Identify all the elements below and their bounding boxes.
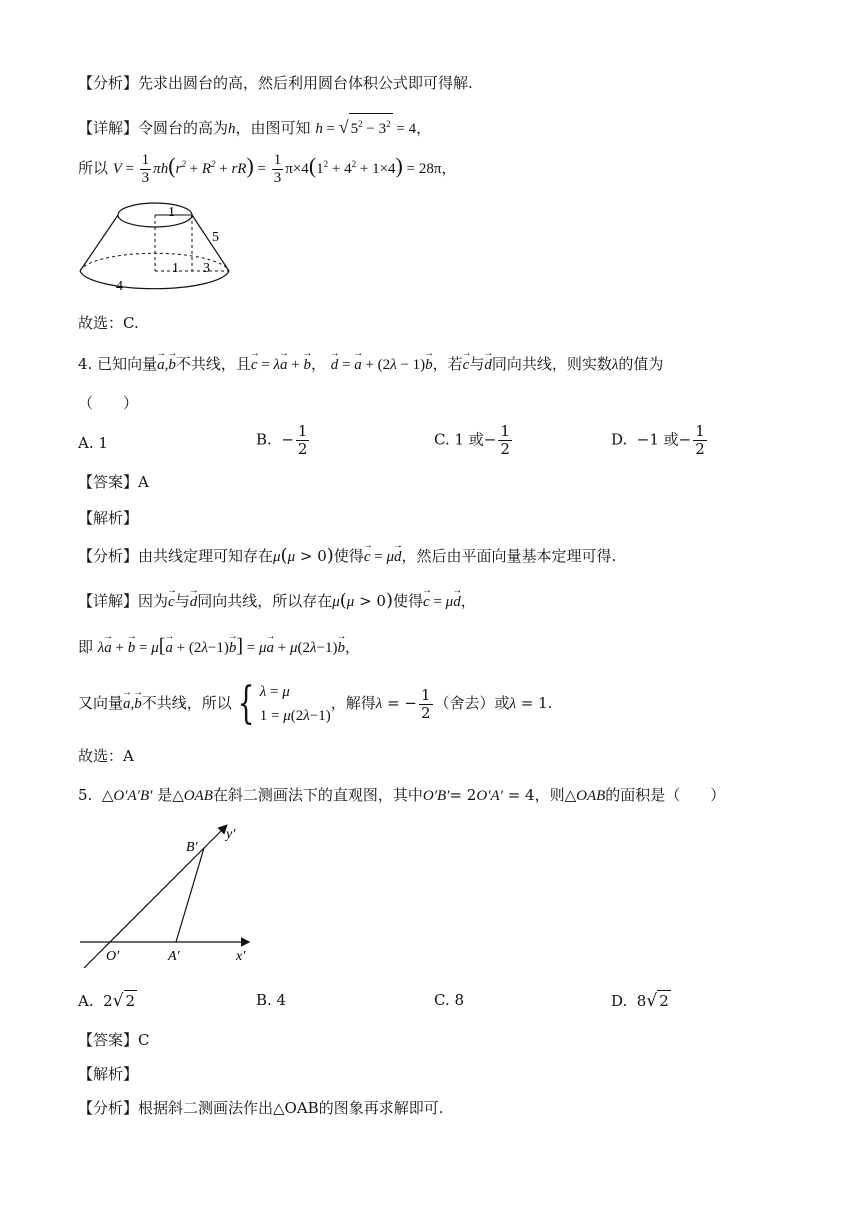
q4-option-c: C. 1 或− $\frac{1}{2}$ (434, 422, 510, 458)
q3-volume-line: 所以 V = $\frac{1}{3}$ $\pi h(r^2 + R^2 + rR)$ = $\frac{1}{3}$ $\pi\times 4(1^2 + 4^2 + 1\times 4) = 28\pi$， (78, 152, 457, 186)
q3-height-formula: h = √ $5^2 - 3^2 = 4$ (315, 121, 416, 137)
q4-answer: 【答案】A (78, 473, 149, 491)
q5-option-c: C. 8 (434, 991, 465, 1009)
frustum-figure (76, 196, 246, 302)
q5-answer: 【答案】C (78, 1031, 150, 1049)
label-O: O′ (106, 949, 120, 964)
q4-analysis: 【分析】由共线定理可知存在μ(μ > 0)使得→ c = μ→ d，然后由平面向量基本定理可得. (78, 546, 616, 567)
q5-option-d: D. 8√ 2 (611, 991, 669, 1011)
label-A: A′ (168, 949, 180, 964)
q5-option-b: B. 4 (256, 991, 287, 1009)
q4-option-b: B. − $\frac{1}{2}$ (256, 422, 308, 458)
q4-jiexi: 【解析】 (78, 509, 139, 527)
q4-stem: 4. 已知向量→ a,→ b不共线，且→ c = λ→ a + → b， → d = → a + (2λ − 1)→ b，若→ c与→ d同向共线，则实数λ的值为 (78, 354, 663, 375)
label-x: x′ (236, 949, 246, 964)
q4-detail3: 又向量→ a,→ b不共线，所以 { λ = μ 1 = μ(2λ−1)，解得λ = − $\frac{1}{2}$ （舍去）或λ = 1. (78, 680, 552, 728)
q3-detail-prefix: 【详解】令圆台的高为 (78, 119, 229, 137)
fig-label-slant: 5 (212, 230, 219, 245)
oblique-figure (76, 818, 266, 968)
q5-analysis: 【分析】根据斜二测画法作出△OAB的图象再求解即可. (78, 1099, 444, 1117)
q4-paren: （ ） (78, 394, 139, 412)
q3-detail-mid: ，由图可知 (235, 119, 311, 137)
q4-choose: 故选：A (78, 747, 134, 765)
q3-detail-line: 【详解】令圆台的高为h，由图可知 h = √ $5^2 - 3^2 = 4$， (78, 113, 431, 139)
fig-label-bottom-r: 4 (116, 279, 123, 294)
q5-stem: 5. △O′A′B′ 是△OAB在斜二测画法下的直观图，其中O′B′= 2O′A′ = 4，则△OAB的面积是（ ） (78, 786, 726, 804)
q4-option-a: A. 1 (78, 434, 108, 452)
q5-jiexi: 【解析】 (78, 1065, 139, 1083)
q3-choose: 故选：C. (78, 314, 139, 332)
q3-analysis: 【分析】先求出圆台的高，然后利用圆台体积公式即可得解. (78, 74, 473, 92)
left-slant (80, 215, 118, 271)
q3-detail-h: h (228, 121, 236, 137)
fig-label-top-r: 1 (168, 205, 175, 220)
y-axis (84, 826, 226, 968)
fig-label-3: 3 (203, 261, 210, 276)
q4-option-d: D. −1 或− $\frac{1}{2}$ (611, 422, 705, 458)
label-y: y′ (226, 827, 236, 842)
q4-detail2: 即 λ→ a + → b = μ[→ a + (2λ−1)→ b] = μ→ a + μ(2λ−1)→ b， (78, 636, 360, 658)
q5-option-a: A. 2√ 2 (78, 991, 136, 1011)
q4-detail1: 【详解】因为→ c与→ d同向共线，所以存在μ(μ > 0)使得→ c = μ→ d， (78, 591, 476, 612)
fig-label-mid: 1 (172, 261, 179, 276)
right-slant (192, 215, 229, 271)
q3-volume-formula: V = $\frac{1}{3}$ $\pi h(r^2 + R^2 + rR)$ = $\frac{1}{3}$ $\pi\times 4(1^2 + 4^2 + 1\times 4) = 28\pi$ (112, 152, 442, 186)
label-B: B′ (186, 840, 198, 855)
q3-vol-prefix: 所以 (78, 158, 109, 177)
